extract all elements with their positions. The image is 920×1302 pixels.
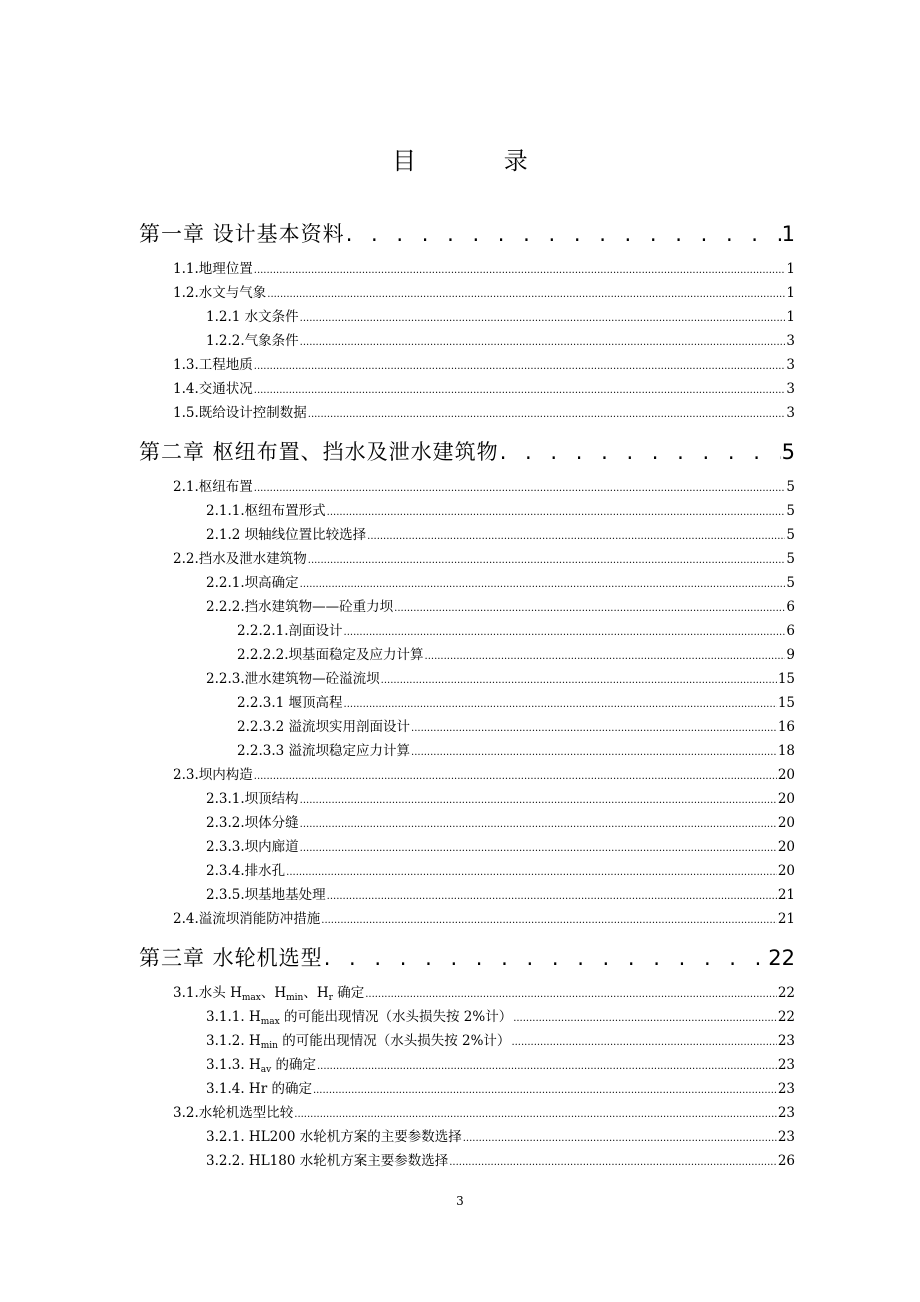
toc-entry[interactable]	[173, 259, 795, 279]
toc-entry-label: 2.2.3.泄水建筑物—砼溢流坝	[206, 671, 380, 687]
toc-chapter-entry[interactable]	[139, 219, 795, 249]
toc-entry-label: 第三章 水轮机选型	[139, 946, 323, 970]
toc-dot-leader	[411, 741, 777, 761]
toc-dot-leader	[300, 307, 786, 327]
toc-dot-leader	[254, 765, 777, 785]
toc-entry-label: 2.3.5.坝基地基处理	[206, 887, 326, 903]
toc-entry[interactable]	[206, 669, 795, 689]
toc-entry[interactable]	[206, 1127, 795, 1147]
toc-dot-leader	[308, 403, 786, 423]
toc-dot-leader	[300, 573, 786, 593]
toc-entry-label: 1.2.2.气象条件	[206, 333, 299, 349]
toc-entry[interactable]	[206, 501, 795, 521]
toc-page-number: 1	[786, 261, 795, 277]
toc-entry-label: 2.3.2.坝体分缝	[206, 815, 299, 831]
toc-chapter-entry[interactable]	[139, 943, 795, 973]
toc-entry-label: 第一章 设计基本资料	[139, 222, 345, 246]
toc-dot-leader	[425, 645, 786, 665]
toc-page-number: 20	[777, 767, 795, 783]
toc-entry-label: 1.3.工程地质	[173, 357, 253, 373]
toc-entry[interactable]	[237, 693, 795, 713]
footer-page-number: 3	[456, 1194, 464, 1208]
toc-entry-label: 3.1.3. $H_{av}$ 的确定	[206, 1057, 316, 1075]
toc-page-number: 18	[777, 743, 795, 759]
toc-page-number: 9	[786, 647, 795, 663]
toc-page-number: 6	[786, 623, 795, 639]
toc-entry-label: 2.4.溢流坝消能防冲措施	[173, 911, 321, 927]
toc-entry[interactable]	[206, 1055, 795, 1075]
toc-entry[interactable]	[206, 525, 795, 545]
toc-entry[interactable]	[173, 549, 795, 569]
toc-page-number: 22	[777, 985, 795, 1001]
toc-page-number: 20	[777, 815, 795, 831]
toc-page-number: 20	[777, 863, 795, 879]
toc-dot-leader	[365, 983, 777, 1003]
toc-entry-label: 2.1.2 坝轴线位置比较选择	[206, 527, 367, 543]
toc-dot-leader	[324, 943, 768, 973]
toc-page-number: 5	[786, 479, 795, 495]
toc-page-number: 3	[786, 381, 795, 397]
toc-page-number: 23	[777, 1129, 795, 1145]
toc-entry-label: 2.2.2.1.剖面设计	[237, 623, 343, 639]
toc-entry-label: 2.1.枢纽布置	[173, 479, 253, 495]
toc-page-number: 3	[786, 333, 795, 349]
toc-entry-label: 2.2.2.2.坝基面稳定及应力计算	[237, 647, 424, 663]
toc-dot-leader	[300, 789, 777, 809]
toc-dot-leader	[500, 437, 781, 467]
toc-entry[interactable]	[206, 573, 795, 593]
toc-entry-label: 2.3.1.坝顶结构	[206, 791, 299, 807]
toc-entry[interactable]	[173, 355, 795, 375]
toc-entry[interactable]	[206, 307, 795, 327]
toc-entry-label: 2.2.挡水及泄水建筑物	[173, 551, 307, 567]
toc-entry-label: 3.2.2. HL180 水轮机方案主要参数选择	[206, 1153, 449, 1169]
toc-page-number: 20	[777, 839, 795, 855]
toc-entry[interactable]	[173, 403, 795, 423]
toc-entry-label: 3.1.2. $H_{min}$ 的可能出现情况（水头损失按 2%计）	[206, 1033, 511, 1051]
toc-entry[interactable]	[206, 1031, 795, 1051]
toc-entry[interactable]	[173, 765, 795, 785]
toc-page-number: 1	[781, 222, 795, 246]
toc-dot-leader	[344, 693, 777, 713]
toc-dot-leader	[346, 219, 781, 249]
toc-page-number: 15	[777, 671, 795, 687]
page-title: 目 录	[392, 147, 568, 175]
toc-dot-leader	[317, 1055, 777, 1075]
toc-entry[interactable]	[206, 789, 795, 809]
toc-dot-leader	[321, 909, 777, 929]
toc-page-number: 1	[786, 285, 795, 301]
toc-dot-leader	[254, 259, 786, 279]
toc-dot-leader	[411, 717, 777, 737]
toc-entry-label: 3.1.1. $H_{max}$ 的可能出现情况（水头损失按 2%计）	[206, 1009, 513, 1027]
toc-entry[interactable]	[173, 379, 795, 399]
toc-dot-leader	[344, 621, 786, 641]
toc-dot-leader	[300, 813, 777, 833]
toc-entry[interactable]	[237, 717, 795, 737]
toc-entry[interactable]	[206, 837, 795, 857]
toc-entry[interactable]	[237, 621, 795, 641]
toc-dot-leader	[511, 1031, 776, 1051]
toc-page-number: 5	[786, 503, 795, 519]
toc-entry-label: 2.3.3.坝内廊道	[206, 839, 299, 855]
toc-entry-label: 3.1.水头 $H_{max}$、$H_{min}$、$H_r$ 确定	[173, 985, 365, 1003]
toc-dot-leader	[463, 1127, 777, 1147]
toc-entry[interactable]	[237, 645, 795, 665]
toc-dot-leader	[308, 549, 786, 569]
toc-entry-label: 2.2.3.3 溢流坝稳定应力计算	[237, 743, 411, 759]
toc-dot-leader	[367, 525, 785, 545]
toc-page-number: 6	[786, 599, 795, 615]
toc-entry[interactable]	[237, 741, 795, 761]
toc-page-number: 3	[786, 405, 795, 421]
toc-page-number: 3	[786, 357, 795, 373]
toc-page-number: 22	[768, 946, 795, 970]
toc-entry-label: 3.2.1. HL200 水轮机方案的主要参数选择	[206, 1129, 462, 1145]
toc-dot-leader	[300, 331, 786, 351]
toc-dot-leader	[313, 1079, 777, 1099]
toc-entry-label: 1.4.交通状况	[173, 381, 253, 397]
toc-dot-leader	[254, 379, 786, 399]
toc-page-number: 21	[777, 887, 795, 903]
toc-entry-label: 2.2.2.挡水建筑物——砼重力坝	[206, 599, 394, 615]
toc-page-number: 26	[777, 1153, 795, 1169]
toc-entry[interactable]	[206, 1007, 795, 1027]
toc-page-number: 23	[777, 1105, 795, 1121]
toc-page-number: 22	[777, 1009, 795, 1025]
toc-entry-label: 1.5.既给设计控制数据	[173, 405, 307, 421]
toc-dot-leader	[286, 861, 777, 881]
toc-page-number: 5	[786, 575, 795, 591]
toc-entry[interactable]	[206, 1079, 795, 1099]
toc-dot-leader	[300, 837, 777, 857]
toc-entry[interactable]	[206, 331, 795, 351]
toc-entry-label: 1.2.1 水文条件	[206, 309, 299, 325]
toc-entry[interactable]	[173, 477, 795, 497]
toc-dot-leader	[267, 283, 785, 303]
toc-dot-leader	[294, 1103, 777, 1123]
toc-page-number: 15	[777, 695, 795, 711]
toc-page-number: 23	[777, 1081, 795, 1097]
toc-chapter-entry[interactable]	[139, 437, 795, 467]
toc-entry[interactable]	[206, 1151, 795, 1171]
toc-entry[interactable]	[173, 983, 795, 1003]
toc-page-number: 23	[777, 1057, 795, 1073]
toc-entry-label: 3.1.4. Hr 的确定	[206, 1081, 312, 1097]
toc-dot-leader	[449, 1151, 777, 1171]
toc-page-number: 5	[786, 551, 795, 567]
toc-entry[interactable]	[173, 909, 795, 929]
toc-dot-leader	[327, 501, 786, 521]
toc-entry[interactable]	[173, 283, 795, 303]
toc-dot-leader	[381, 669, 777, 689]
toc-dot-leader	[254, 477, 786, 497]
toc-page-number: 23	[777, 1033, 795, 1049]
toc-entry[interactable]	[173, 1103, 795, 1123]
toc-entry-label: 第二章 枢纽布置、挡水及泄水建筑物	[139, 440, 499, 464]
toc-dot-leader	[327, 885, 777, 905]
toc-dot-leader	[513, 1007, 777, 1027]
toc-entry-label: 1.2.水文与气象	[173, 285, 267, 301]
toc-entry-label: 3.2.水轮机选型比较	[173, 1105, 294, 1121]
toc-entry-label: 1.1.地理位置	[173, 261, 253, 277]
toc-page-number: 1	[786, 309, 795, 325]
toc-page-number: 5	[781, 440, 795, 464]
toc-page-number: 16	[777, 719, 795, 735]
toc-entry[interactable]	[206, 885, 795, 905]
toc-dot-leader	[254, 355, 786, 375]
toc-entry-label: 2.3.坝内构造	[173, 767, 253, 783]
toc-entry-label: 2.2.3.1 堰顶高程	[237, 695, 343, 711]
toc-entry-label: 2.2.3.2 溢流坝实用剖面设计	[237, 719, 411, 735]
toc-entry[interactable]	[206, 597, 795, 617]
toc-entry-label: 2.3.4.排水孔	[206, 863, 286, 879]
toc-entry[interactable]	[206, 861, 795, 881]
toc-page-number: 20	[777, 791, 795, 807]
toc-entry-label: 2.2.1.坝高确定	[206, 575, 299, 591]
toc-entry-label: 2.1.1.枢纽布置形式	[206, 503, 326, 519]
toc-entry[interactable]	[206, 813, 795, 833]
toc-page-number: 21	[777, 911, 795, 927]
toc-dot-leader	[394, 597, 785, 617]
toc-page-number: 5	[786, 527, 795, 543]
